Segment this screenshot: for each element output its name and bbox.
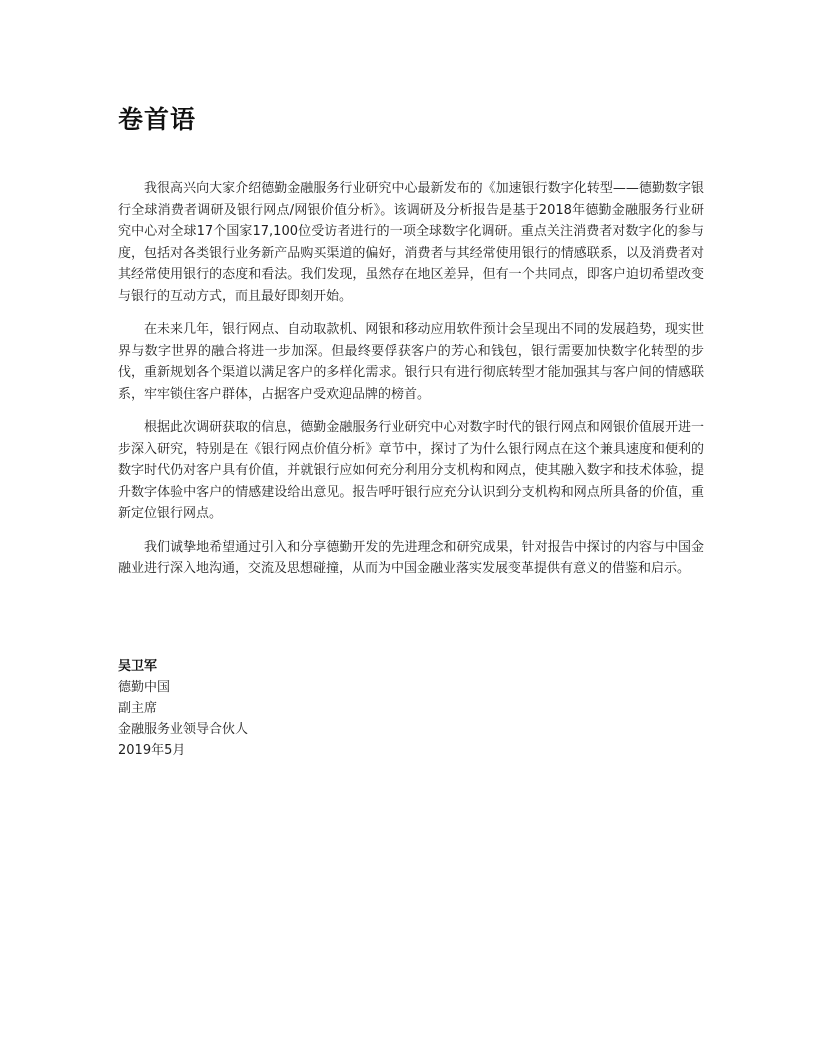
signature-block bbox=[118, 656, 418, 761]
paragraph-research: 根据此次调研获取的信息，德勤金融服务行业研究中心对数字时代的银行网点和网银价值展开进一步深入研究，特别是在《银行网点价值分析》章节中，探讨了为什么银行网点在这个兼具速度和便利的数字时代仍对客户具有价值，并就银行应如何充分利用分支机构和网点，使其融入数字和技术体验，提升数字体验中客户的情感建设给出意见。报告呼吁银行应充分认识到分支机构和网点所具备的价值，重新定位银行网点。 bbox=[118, 420, 704, 521]
page-title: 卷首语 bbox=[118, 105, 197, 134]
signature-position: 副主席 bbox=[118, 701, 158, 716]
signature-role: 金融服务业领导合伙人 bbox=[118, 722, 249, 737]
signature-organization: 德勤中国 bbox=[118, 680, 171, 695]
signature-name: 吴卫军 bbox=[118, 659, 158, 674]
paragraph-trends: 在未来几年，银行网点、自动取款机、网银和移动应用软件预计会呈现出不同的发展趋势，现实世界与数字世界的融合将进一步加深。但最终要俘获客户的芳心和钱包，银行需要加快数字化转型的步伐，重新规划各个渠道以满足客户的多样化需求。银行只有进行彻底转型才能加强其与客户间的情感联系，牢牢锁住客户群体，占据客户受欢迎品牌的榜首。 bbox=[118, 322, 704, 402]
signature-date: 2019年5月 bbox=[118, 743, 186, 758]
paragraph-closing: 我们诚挚地希望通过引入和分享德勤开发的先进理念和研究成果，针对报告中探讨的内容与中国金融业进行深入地沟通，交流及思想碰撞，从而为中国金融业落实发展变革提供有意义的借鉴和启示。 bbox=[118, 539, 704, 576]
body-text bbox=[118, 178, 704, 592]
paragraph-intro: 我很高兴向大家介绍德勤金融服务行业研究中心最新发布的《加速银行数字化转型——德勤数字银行全球消费者调研及银行网点/网银价值分析》。该调研及分析报告是基于2018年德勤金融服务行业研究中心对全球17个国家17,100位受访者进行的一项全球数字化调研。重点关注消费者对数字化的参与度，包括对各类银行业务新产品购买渠道的偏好，消费者与其经常使用银行的情感联系，以及消费者对其经常使用银行的态度和看法。我们发现，虽然存在地区差异，但有一个共同点，即客户迫切希望改变与银行的互动方式，而且最好即刻开始。 bbox=[118, 181, 704, 304]
